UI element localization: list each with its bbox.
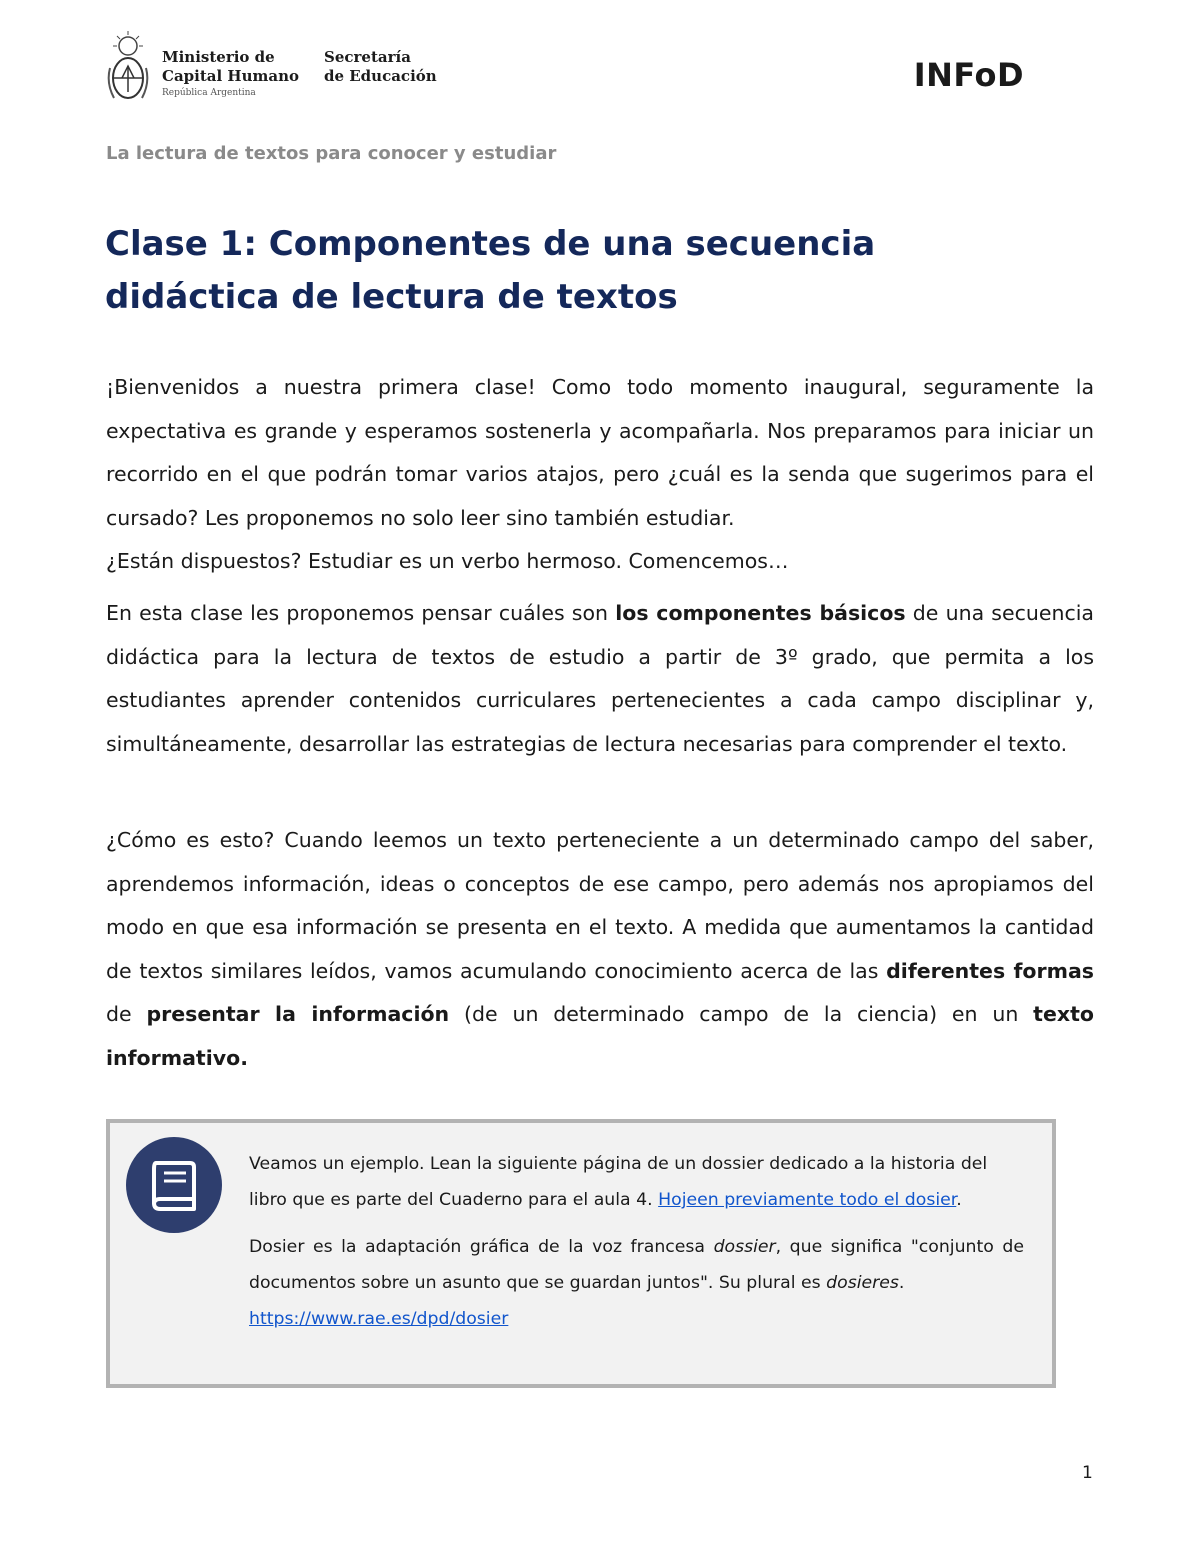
ministry-name: Ministerio de Capital Humano República Argentina — [162, 48, 299, 98]
page-title: Clase 1: Componentes de una secuencia didáctica de lectura de textos — [105, 224, 876, 317]
callout-box — [106, 1119, 1056, 1388]
page-number: 1 — [1082, 1463, 1093, 1483]
rae-link[interactable]: https://www.rae.es/dpd/dosier — [249, 1309, 509, 1329]
infod-logo: INFoD — [913, 56, 1024, 94]
paragraph-welcome: ¡Bienvenidos a nuestra primera clase! Como todo momento inaugural, seguramente la expectativa es grande y esperamos sostenerla y acompañarla. Nos preparamos para iniciar un recorrido en el que podrán tomar varios atajos, pero ¿cuál es la senda que sugerimos para el cursado? Les proponemos no solo leer sino también estudiar. ¿Están dispuestos? Estudiar es un verbo hermoso. Comencemos… — [106, 375, 1094, 573]
argentina-seal-icon — [104, 28, 152, 108]
book-icon — [126, 1137, 222, 1233]
secretaria-name: Secretaría de Educación — [324, 48, 437, 85]
paragraph-components: En esta clase les proponemos pensar cuáles son los componentes básicos de una secuencia didáctica para la lectura de textos de estudio a partir de 3º grado, que permita a los estudiantes aprender contenidos curriculares pertenecientes a cada campo disciplinar y, simultáneamente, desarrollar las estrategias de lectura necesarias para comprender el texto. — [106, 601, 1094, 756]
paragraph-how: ¿Cómo es esto? Cuando leemos un texto perteneciente a un determinado campo del saber, aprendemos información, ideas o conceptos de ese campo, pero además nos apropiamos del modo en que esa información se presenta en el texto. A medida que aumentamos la cantidad de textos similares leídos, vamos acumulando conocimiento acerca de las diferentes formas de presentar la información (de un determinado campo de la ciencia) en un texto informativo. — [106, 828, 1094, 1070]
course-title: La lectura de textos para conocer y estudiar — [106, 143, 557, 164]
dossier-link[interactable]: Hojeen previamente todo el dosier — [658, 1190, 957, 1210]
callout-text: Veamos un ejemplo. Lean la siguiente página de un dossier dedicado a la historia del libro que es parte del Cuaderno para el aula 4. Hojeen previamente todo el dosier. Dosier es la adaptación gráfica de la voz francesa dossier, que significa "conjunto de documentos sobre un asunto que se guardan juntos". Su plural es dosieres. https://www.rae.es/dpd/dosier — [249, 1154, 1024, 1329]
header — [104, 28, 1024, 114]
